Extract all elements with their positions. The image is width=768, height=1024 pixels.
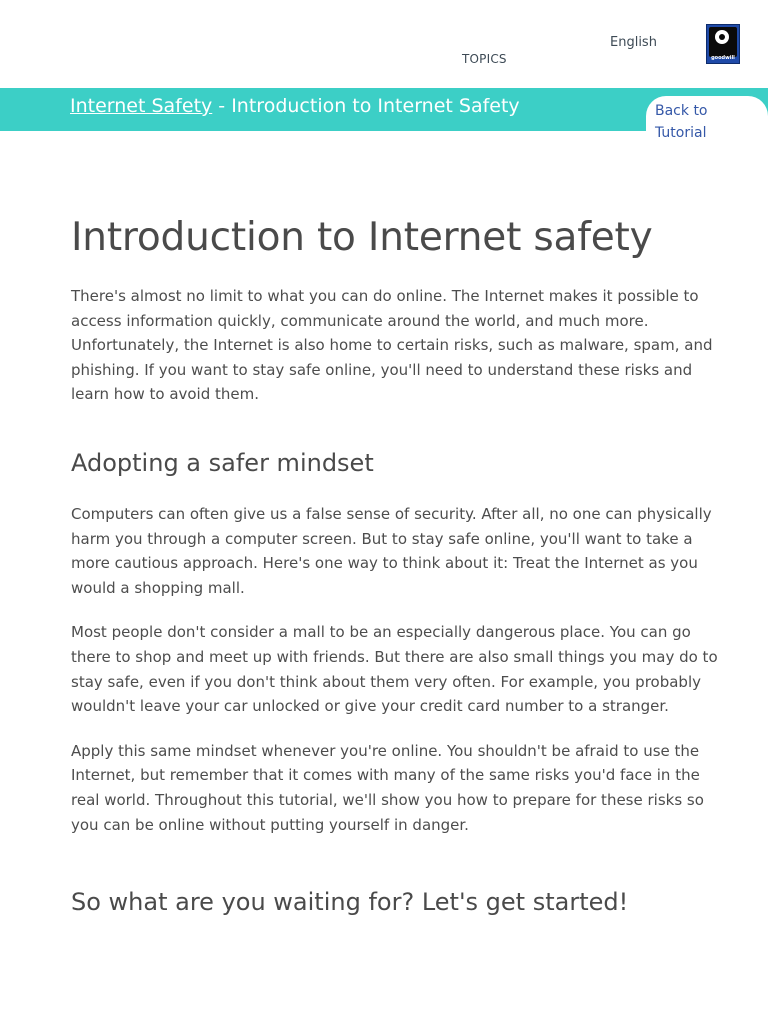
section-heading-mindset: Adopting a safer mindset [71, 448, 374, 477]
top-navigation [0, 0, 768, 88]
breadcrumb-separator: - [212, 95, 232, 117]
back-to-tutorial-label: Back to Tutorial [655, 103, 708, 141]
breadcrumb-course-link[interactable]: Internet Safety [70, 95, 213, 117]
intro-paragraph: There's almost no limit to what you can do online. The Internet makes it possible to access information quickly, communicate around the world, and much more. Unfortunately, the Internet is also home to certain risks, such as malware, spam, and phishing. If you want to stay safe online, you'll need to understand these risks and learn how to avoid them. [71, 287, 713, 404]
goodwill-logo[interactable] [706, 24, 740, 64]
section-heading-get-started: So what are you waiting for? Let's get started! [71, 888, 629, 917]
topics-menu-link[interactable]: TOPICS [462, 52, 507, 66]
goodwill-g-icon [709, 27, 737, 57]
mindset-paragraph-2: Most people don't consider a mall to be an especially dangerous place. You can go there to shop and meet up with friends. But there are also small things you may do to stay safe, even if you don't think about them very often. For example, you probably wouldn't leave your car unlocked or give your credit card number to a stranger. [71, 623, 718, 716]
mindset-paragraph-1: Computers can often give us a false sense of security. After all, no one can physically harm you through a computer screen. But to stay safe online, you'll want to take a more cautious approach. Here's one way to think about it: Treat the Internet as you would a shopping mall. [71, 504, 712, 597]
article-content [71, 210, 721, 919]
mindset-paragraph-3: Apply this same mindset whenever you're online. You shouldn't be afraid to use the Internet, but remember that it comes with many of the same risks you'd face in the real world. Throughout this tutorial, we'll show you how to prepare for these risks so you can be online without putting yourself in danger. [71, 741, 704, 834]
logo-wordmark: goodwill [711, 55, 735, 61]
breadcrumb [70, 95, 520, 117]
back-to-tutorial-button[interactable] [646, 96, 768, 141]
breadcrumb-lesson-title: Introduction to Internet Safety [231, 95, 520, 117]
language-selector[interactable]: English [610, 35, 657, 50]
page-title: Introduction to Internet safety [71, 215, 653, 260]
tutorial-banner [0, 88, 768, 141]
